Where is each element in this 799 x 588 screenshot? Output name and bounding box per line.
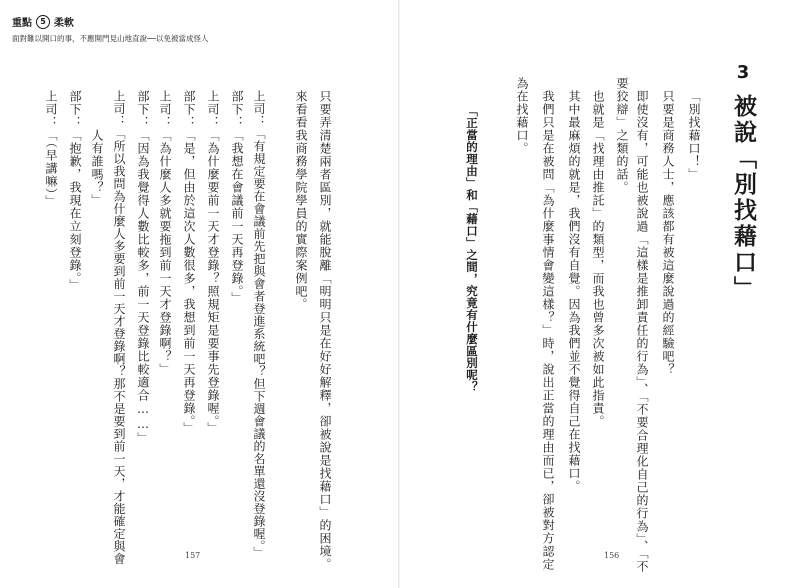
dialogue-line: 部下：「我想在會議前一天再登錄。」: [230, 90, 244, 305]
body-line: 只要弄清楚兩者區別，就能脫離「明明只是在好好解釋，卻被說是找藉口」的困境。: [318, 90, 332, 571]
body-line: 來看看我商務學院學員的實際案例吧。: [294, 90, 308, 311]
dialogue-line: 上司：「有規定要在會議前先把與會者登進系統吧？但下週會議的名單還沒登錄喔。」: [252, 90, 266, 559]
body-line: 要狡辯」之類的話。: [615, 77, 629, 194]
dialogue-line: 部下：「抱歉，我現在立刻登錄。」: [68, 90, 82, 292]
key-topic: 柔軟: [54, 18, 74, 29]
body-line: 只要是商務人士，應該都有被這麼說過的經驗吧？: [661, 90, 675, 376]
body-line: 「別找藉口！」: [687, 90, 701, 181]
dialogue-line: 上司：「（早講嘛）」: [44, 90, 58, 208]
chapter-title: 被說「別找藉口」: [730, 94, 756, 302]
body-line: 為在找藉口。: [515, 77, 529, 155]
dialogue-line: 上司：「為什麼人多就要拖到前一天才登錄啊？」: [158, 90, 172, 376]
body-line: 即使沒有，可能也被說過「這樣是推卸責任的行為」、「不要合理化自己的行為」、「不: [635, 90, 649, 573]
dialogue-line: 部下：「是，但由於這次人數很多，我想到前一天再登錄。」: [182, 90, 196, 435]
body-line: 也就是「找理由推託」的類型，而我也曾多次被如此指責。: [591, 90, 605, 428]
dialogue-line: 上司：「所以我問為什麼人多要到前一天才登錄啊？那不是要到前一天，才能確定與會: [112, 90, 126, 565]
body-line: 其中最麻煩的就是，我們沒有自覺。因為我們並不覺得自己在找藉口。: [567, 90, 581, 493]
folio-right: 156: [604, 551, 620, 560]
dialogue-line: 部下：「因為我覺得人數比較多，前一天登錄比較適合……」: [136, 90, 150, 445]
left-page: [0, 0, 399, 588]
chapter-number: 3: [736, 62, 750, 83]
body-line: 我們只是在被問「為什麼事情會變這樣？」時，說出正當的理由而已，卻被對方認定: [541, 90, 555, 571]
dialogue-line: 人有誰嗎？」: [90, 90, 104, 207]
running-header-subtitle: 面對難以開口的事，不應開門見山地直說──以免被當成怪人: [12, 34, 209, 43]
key-label: 重點: [12, 18, 32, 29]
key-number-badge: 5: [36, 15, 50, 29]
section-heading: 「正當的理由」和「藉口」之間，究竟有什麼區別呢？: [465, 105, 479, 393]
running-header-title: [12, 14, 209, 29]
folio-left: 157: [185, 551, 201, 560]
running-header: [12, 14, 209, 44]
dialogue-line: 上司：「為什麼要前一天才登錄？照規矩是要事先登錄喔。」: [206, 90, 220, 435]
